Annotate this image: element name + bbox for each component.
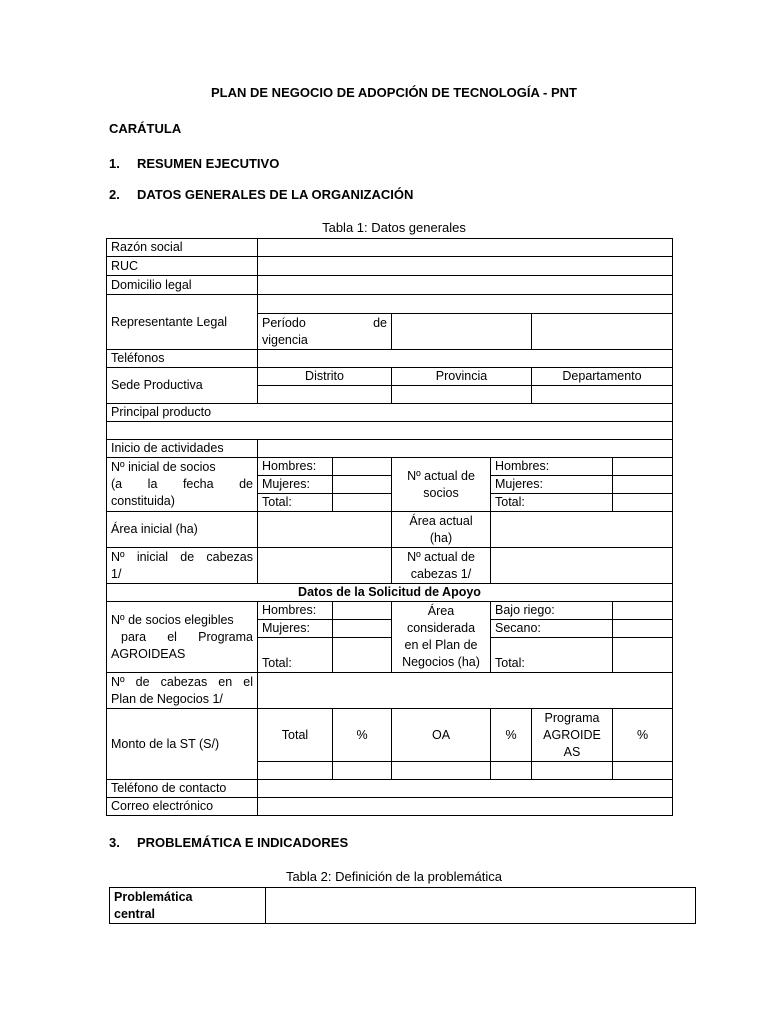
heading-section-1 [109,156,279,171]
label-razon-social: Razón social [107,239,258,257]
value-cell [491,512,673,548]
area-cons-line-1: Área [427,604,455,618]
label-area-inicial: Área inicial (ha) [107,512,258,548]
section-number: 2. [109,187,120,202]
header-percent: % [491,709,532,762]
label-total: Total: [491,494,613,512]
prog-line-3: AS [563,744,581,759]
label-area-actual [392,512,491,548]
table-row [110,888,696,924]
table1-caption: Tabla 1: Datos generales [322,220,466,235]
heading-section-3 [109,835,348,850]
value-cell [258,548,392,584]
label-mujeres: Mujeres: [491,476,613,494]
label-sede: Sede Productiva [107,368,258,404]
cab-plan-line-2: Plan de Negocios 1/ [111,691,223,706]
label-domicilio: Domicilio legal [107,276,258,295]
table2-caption: Tabla 2: Definición de la problemática [285,869,503,884]
table-row [107,440,673,458]
header-distrito: Distrito [258,368,392,386]
label-periodo-vigencia [258,314,392,350]
area-cons-line-3: en el Plan de [404,638,478,652]
label-socios-elegibles [107,602,258,673]
prog-line-2: AGROIDE [543,727,601,742]
label-correo: Correo electrónico [107,798,258,816]
header-provincia: Provincia [392,368,532,386]
value-cell [333,762,392,780]
section-header-solicitud: Datos de la Solicitud de Apoyo [107,584,673,602]
label-cabezas-plan [107,673,258,709]
value-cell [333,458,392,476]
label-mujeres: Mujeres: [258,620,333,638]
table-row [107,257,673,276]
value-cell [532,762,613,780]
label-cabezas-inicial [107,548,258,584]
label-area-considerada [392,602,491,673]
cab-plan-line-1: Nº de cabezas en el [111,674,253,689]
value-cell [258,512,392,548]
table-row [107,404,673,422]
table-row [107,422,673,440]
value-cell [613,494,673,512]
label-hombres: Hombres: [258,458,333,476]
label-line-1: Problemática [114,889,193,904]
value-cell [333,638,392,673]
label-socios-actual [392,458,491,512]
section-title: RESUMEN EJECUTIVO [137,156,280,171]
header-percent: % [613,709,673,762]
value-cell [258,762,333,780]
table-row [107,602,673,620]
value-cell [333,602,392,620]
table-row [107,709,673,762]
label-inicio: Inicio de actividades [107,440,258,458]
area-cons-line-4: Negocios (ha) [402,655,480,669]
heading-caratula: CARÁTULA [109,121,182,136]
value-cell [258,276,673,295]
label-socios-inicial [107,458,258,512]
eleg-line-1: Nº de socios elegibles [111,612,234,627]
value-cell [613,762,673,780]
eleg-line-3: AGROIDEAS [111,646,186,661]
value-cell [392,762,491,780]
header-departamento: Departamento [532,368,673,386]
header-oa: OA [392,709,491,762]
table-row [107,512,673,548]
socios-act-line-2: socios [423,485,459,500]
value-cell [258,673,673,709]
table-row [107,584,673,602]
value-cell [258,295,673,314]
header-percent: % [333,709,392,762]
label-telefono-contacto: Teléfono de contacto [107,780,258,798]
value-cell [613,620,673,638]
value-cell [333,494,392,512]
section-title: PROBLEMÁTICA E INDICADORES [137,835,349,850]
value-cell [333,476,392,494]
area-act-line-2: (ha) [429,530,453,545]
value-cell [613,458,673,476]
cab-ini-line-1: Nº inicial de cabezas [111,549,253,564]
label-mujeres: Mujeres: [258,476,333,494]
value-cell [491,548,673,584]
socios-ini-line-3: constituida) [111,494,175,508]
label-bajo-riego: Bajo riego: [491,602,613,620]
cab-act-line-2: cabezas 1/ [410,566,472,581]
value-cell [491,762,532,780]
value-cell [107,422,673,440]
table-row [107,295,673,314]
section-number: 3. [109,835,120,850]
section-title: DATOS GENERALES DE LA ORGANIZACIÓN [137,187,414,202]
label-total: Total: [491,638,613,673]
section-number: 1. [109,156,120,171]
label-secano: Secano: [491,620,613,638]
label-total: Total: [258,638,333,673]
periodo-line-1: Período de [262,315,387,330]
table-row [107,548,673,584]
value-cell [266,888,696,924]
eleg-line-2: para el Programa [121,629,253,644]
document-title: PLAN DE NEGOCIO DE ADOPCIÓN DE TECNOLOGÍA - PNT [211,85,577,100]
area-cons-line-2: considerada [406,621,476,635]
table-row [107,368,673,386]
value-cell [258,350,673,368]
label-hombres: Hombres: [258,602,333,620]
value-cell [532,314,673,350]
value-cell [258,239,673,257]
header-total: Total [258,709,333,762]
socios-act-line-1: Nº actual de [407,468,475,483]
label-problematica-central [110,888,266,924]
problem-definition-table [109,887,696,924]
general-data-table [106,238,673,816]
value-cell [258,780,673,798]
value-cell [258,798,673,816]
value-cell [258,257,673,276]
value-cell [258,440,673,458]
value-cell [613,638,673,673]
label-ruc: RUC [107,257,258,276]
table-row [107,798,673,816]
value-cell [613,476,673,494]
value-cell [392,314,532,350]
cab-ini-line-2: 1/ [111,566,122,581]
periodo-line-2: vigencia [262,332,308,347]
value-cell [392,386,532,404]
prog-line-1: Programa [544,710,600,725]
value-cell [258,386,392,404]
label-line-2: central [114,906,155,921]
label-telefonos: Teléfonos [107,350,258,368]
label-total: Total: [258,494,333,512]
label-principal-producto: Principal producto [107,404,673,422]
table-row [107,673,673,709]
value-cell [613,602,673,620]
table-row [107,350,673,368]
label-monto: Monto de la ST (S/) [107,709,258,780]
label-cabezas-actual [392,548,491,584]
label-representante: Representante Legal [107,295,258,350]
table-row [107,276,673,295]
heading-section-2 [109,187,413,202]
socios-ini-line-2: (a la fecha de [111,477,253,491]
table-row [107,780,673,798]
table-row [107,239,673,257]
table-row [107,458,673,476]
socios-ini-line-1: Nº inicial de socios [111,460,216,474]
label-hombres: Hombres: [491,458,613,476]
cab-act-line-1: Nº actual de [407,549,475,564]
header-programa [532,709,613,762]
value-cell [333,620,392,638]
area-act-line-1: Área actual [409,513,473,528]
value-cell [532,386,673,404]
